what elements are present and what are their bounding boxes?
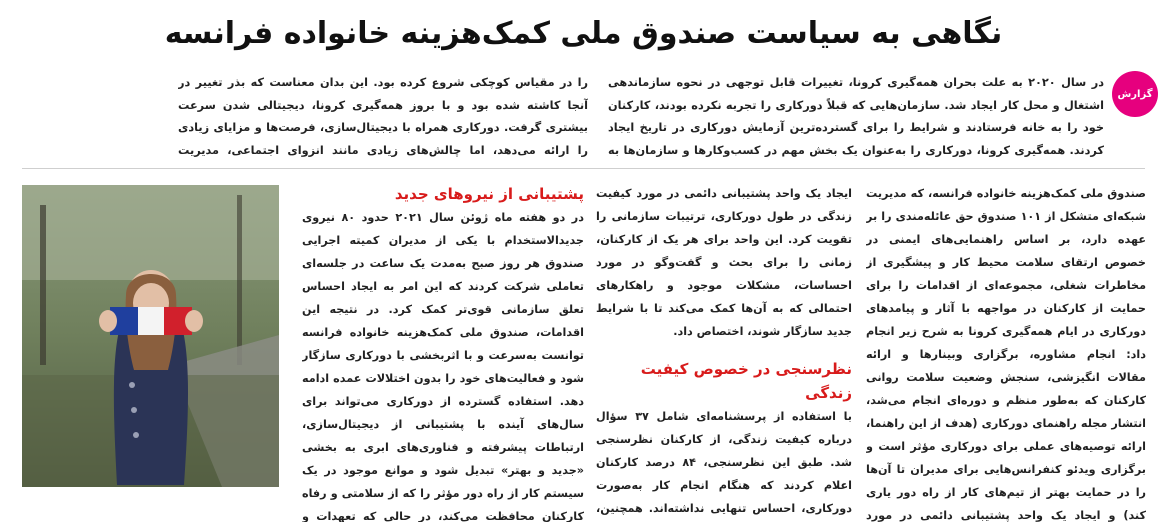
body-column-3	[302, 182, 584, 522]
column-1-text: صندوق ملی کمک‌هزینه خانواده فرانسه، که مدیریت شبکه‌ای متشکل از ۱۰۱ صندوق حق عائله‌مندی را بر عهده دارد، بر اساس راهنمایی‌های ایمنی در خصوص ارتقای سلامت محیط کار و پیشگیری از مخاطرات شغلی، مجموعه‌ای از اقدامات را برای حمایت از کارکنان در مواجهه با آثار و پیامدهای دورکاری در ایام همه‌گیری کرونا به شرح زیر انجام داد: انجام مشاوره، برگزاری وبینارها و ارائه مقالات انگیزشی، سنجش وضعیت سلامت روانی کارکنان که به‌طور منظم و دوره‌ای انجام می‌شد، انتشار مجله راهنمای دورکاری (هدف از این راهنما، ارائه توصیه‌های عملی برای دورکاری مؤثر است و برگزاری ویدئو کنفرانس‌هایی برای مدیران تا آن‌ها را در حمایت بهتر از تیم‌های کار از راه دور یاری کند) و ایجاد یک واحد پشتیبانی دائمی در مورد	[866, 187, 1146, 522]
column-2-body: با استفاده از پرسشنامه‌ای شامل ۳۷ سؤال درباره کیفیت زندگی، از کارکنان نظرسنجی شد. طبق این نظرسنجی، ۸۴ درصد کارکنان اعلام کردند که هنگام انجام کار به‌صورت دورکاری، احساس تنهایی نداشته‌اند. همچنین،	[596, 410, 852, 515]
lead-right	[608, 72, 1104, 162]
body-column-1	[866, 182, 1146, 522]
report-badge: گزارش	[1112, 71, 1158, 117]
body-column-2	[596, 182, 852, 522]
column-3-body: در دو هفته ماه ژوئن سال ۲۰۲۱ حدود ۸۰ نیروی جدیدالاستخدام با یکی از مدیران کمیته اجرایی صندوق هر روز صبح به‌مدت یک ساعت در جلسه‌ای تعاملی شرکت کردند که این امر به ایجاد احساس تعلق سازمانی قوی‌تر کمک کرد. در نتیجه این اقدامات، صندوق ملی کمک‌هزینه خانواده فرانسه توانست به‌سرعت و با اثربخشی با دورکاری سازگار شود و فعالیت‌های خود را بدون اختلالات عمده ادامه دهد. استفاده گسترده از دورکاری می‌تواند برای سال‌های آینده با پشتیبانی از دیجیتال‌سازی، ارتباطات پیشرفته و فناوری‌های ابری به بخشی «جدید و بهتر» تبدیل شود و موانع موجود در یک سیستم کار از راه دور مؤثر را که از سلامتی و رفاه کارکنان محافظت می‌کند، در حالی که تعهدات و	[302, 211, 584, 522]
photo-illustration	[22, 185, 279, 487]
new-staff-support-heading: پشتیبانی از نیروهای جدید	[394, 185, 584, 203]
quality-of-life-heading: نظرسنجی در خصوص کیفیت زندگی	[640, 360, 852, 402]
lead-left	[178, 72, 588, 162]
separator-rule	[22, 168, 1145, 169]
lead-left-text: را در مقیاس کوچکی شروع کرده بود. این بدان معناست که بذر تغییر در آنجا کاشته شده بود و با بروز همه‌گیری کرونا، دیجیتالی شدن سرعت بیشتری گرفت. دورکاری همراه با دیجیتال‌سازی، فرصت‌ها و مزایای زیادی را ارائه می‌دهد، اما چالش‌های زیادی مانند انزوای اجتماعی، مدیریت	[178, 76, 588, 157]
girl-with-french-flag-photo	[22, 185, 279, 487]
article-title: نگاهی به سیاست صندوق ملی کمک‌هزینه خانواده فرانسه	[164, 16, 1003, 51]
lead-right-text: در سال ۲۰۲۰ به علت بحران همه‌گیری کرونا، تغییرات قابل توجهی در نحوه سازماندهی اشتغال و محل کار ایجاد شد. سازمان‌هایی که قبلاً دورکاری را تجربه نکرده بودند، کارکنان خود را به خانه فرستادند و شرایط را برای گسترده‌ترین آزمایش دورکاری در تاریخ ایجاد کردند. همه‌گیری کرونا، دورکاری را به‌عنوان یک بخش مهم در کسب‌وکارها و سازمان‌ها به	[608, 76, 1104, 157]
column-2-intro: ایجاد یک واحد پشتیبانی دائمی در مورد کیفیت زندگی در طول دورکاری، ترتیبات سازمانی را تقویت کرد. این واحد برای هر یک از کارکنان، زمانی را برای بحث و گفت‌وگو در مورد احساسات، مشکلات موجود و راهکارهای احتمالی که به آن‌ها کمک می‌کند تا با شرایط جدید سازگار شوند، اختصاص داد.	[596, 187, 852, 338]
